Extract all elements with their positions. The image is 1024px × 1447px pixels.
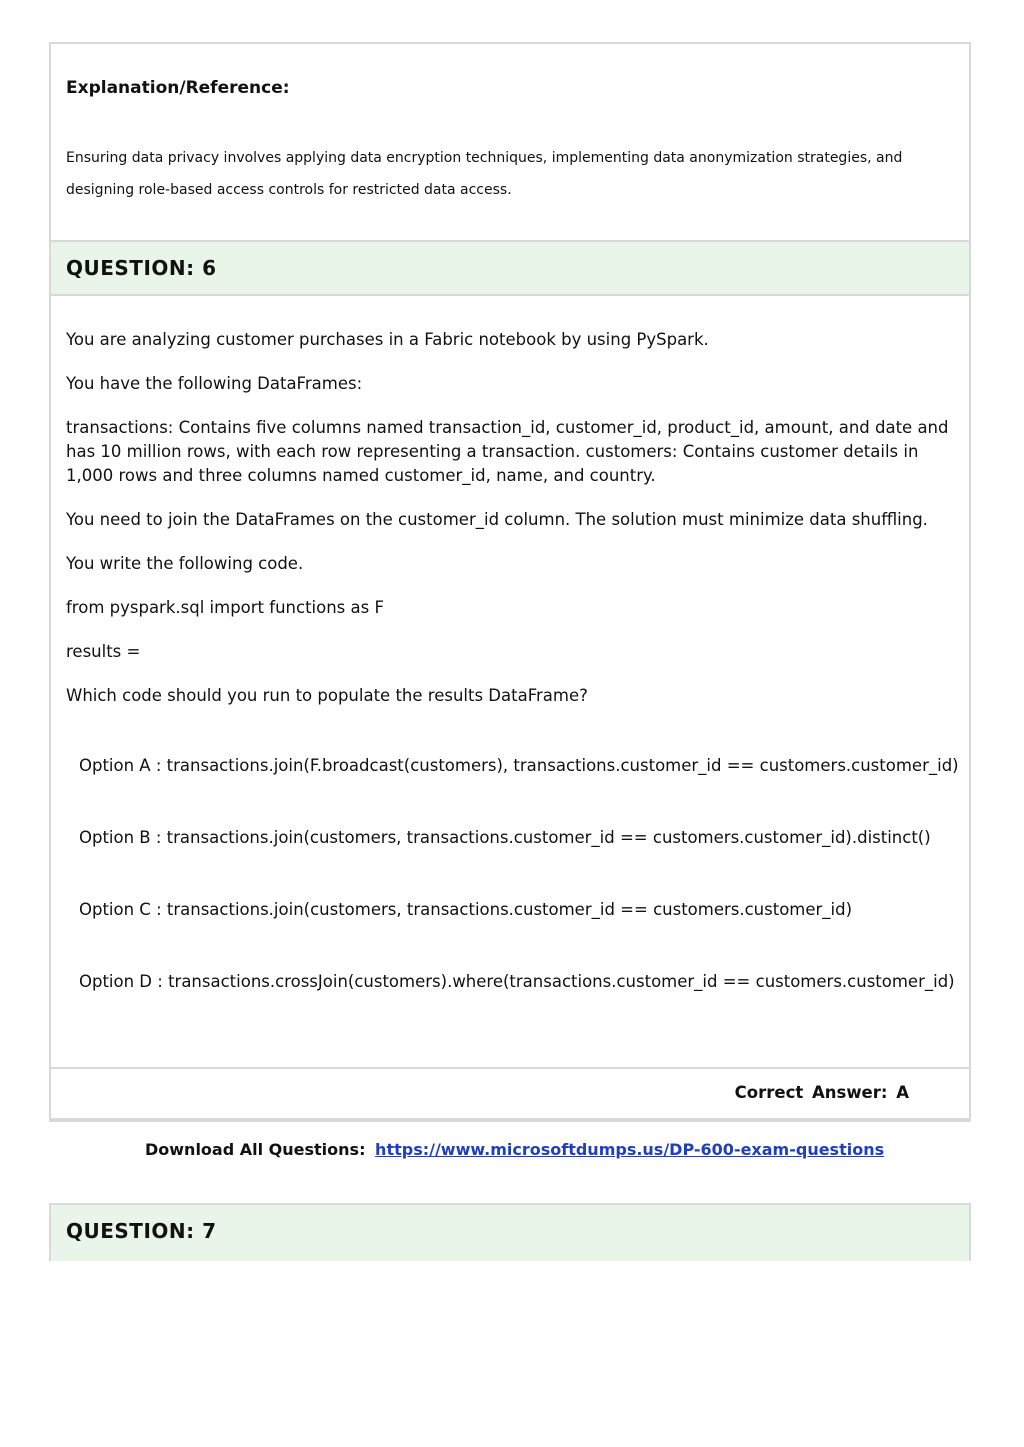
question-7-title: QUESTION: 7 (66, 1219, 217, 1243)
explanation-heading: Explanation/Reference: (66, 78, 290, 98)
question-paragraph: You write the following code. (66, 554, 304, 573)
question-6-body (49, 296, 971, 1068)
question-7-header (49, 1203, 971, 1261)
question-paragraph: Which code should you run to populate the results DataFrame? (66, 686, 588, 705)
download-label: Download All Questions: (145, 1140, 366, 1159)
option-b: Option B : transactions.join(customers, transactions.customer_id == customers.customer_id).distinct() (79, 828, 931, 847)
question-6-header (49, 240, 971, 296)
download-line (145, 1140, 884, 1159)
question-6-title: QUESTION: 6 (66, 256, 217, 280)
explanation-card (49, 42, 971, 242)
correct-answer: Correct Answer: A (734, 1083, 909, 1102)
option-c: Option C : transactions.join(customers, transactions.customer_id == customers.customer_id) (79, 900, 853, 919)
option-a: Option A : transactions.join(F.broadcast(customers), transactions.customer_id == customers.customer_id) (79, 756, 959, 775)
question-paragraph: results = (66, 642, 141, 661)
option-d: Option D : transactions.crossJoin(customers).where(transactions.customer_id == customers.customer_id) (79, 972, 955, 991)
explanation-text: Ensuring data privacy involves applying data encryption techniques, implementing data anonymization strategies, and designing role-based access controls for restricted data access. (66, 150, 903, 198)
question-paragraph: You need to join the DataFrames on the customer_id column. The solution must minimize data shuffling. (66, 510, 928, 529)
download-link[interactable]: https://www.microsoftdumps.us/DP-600-exam-questions (375, 1140, 885, 1159)
correct-answer-row (49, 1067, 971, 1122)
question-paragraph: from pyspark.sql import functions as F (66, 598, 384, 617)
question-paragraph: transactions: Contains five columns named transaction_id, customer_id, product_id, amount, and date and has 10 million rows, with each row representing a transaction. customers: Contains customer details in 1,000 rows and three columns named customer_id, name, and country. (66, 418, 949, 485)
question-paragraph: You are analyzing customer purchases in a Fabric notebook by using PySpark. (66, 330, 709, 349)
question-paragraph: You have the following DataFrames: (66, 374, 363, 393)
